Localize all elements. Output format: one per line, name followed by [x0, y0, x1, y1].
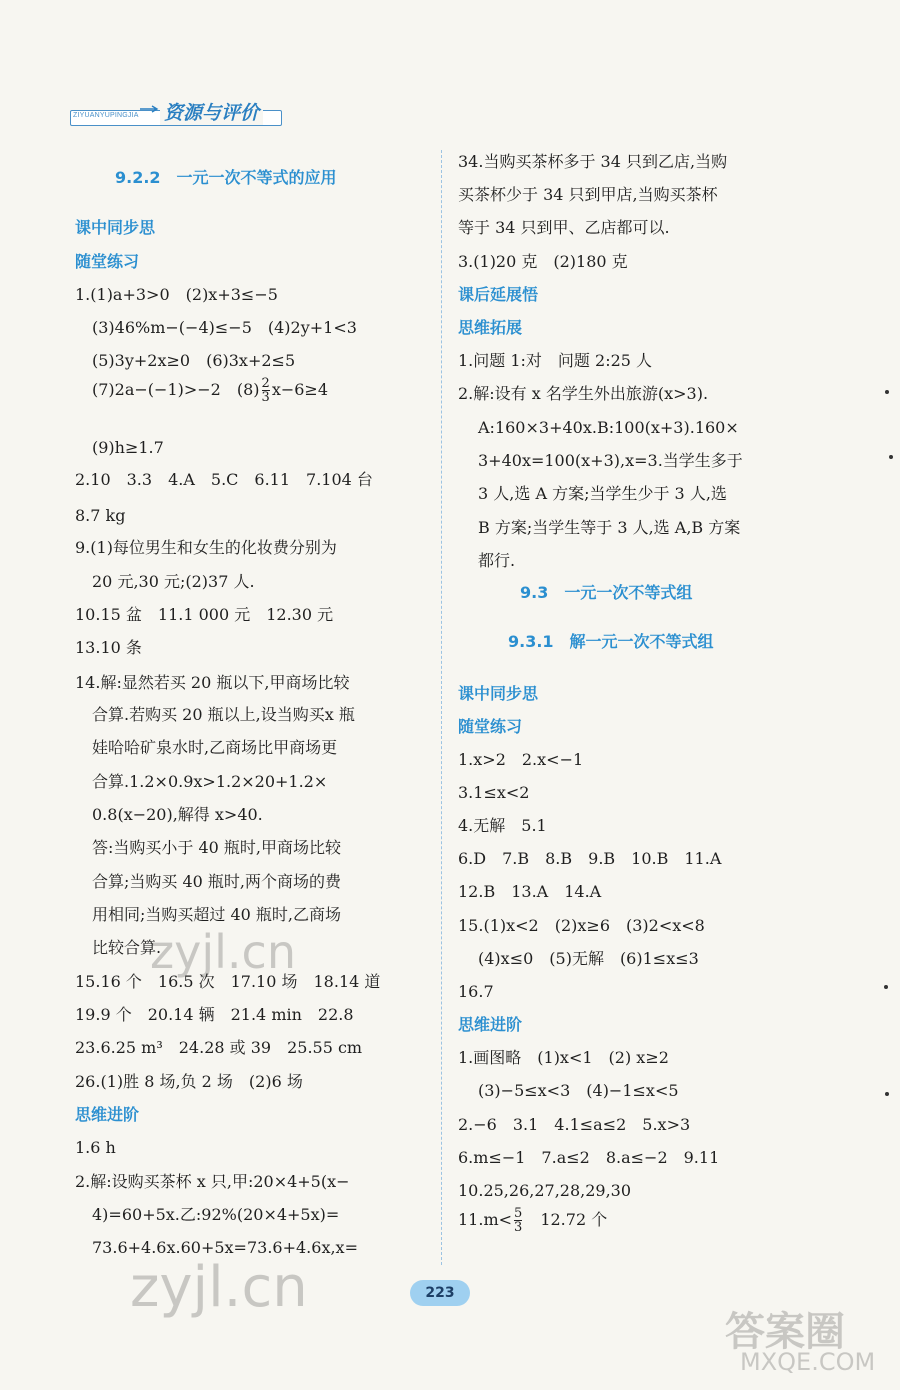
- speck: [889, 455, 893, 459]
- answer-line: 娃哈哈矿泉水时,乙商场比甲商场更: [92, 738, 338, 757]
- answer-line: 13.10 条: [75, 638, 142, 657]
- page-header: [70, 98, 285, 130]
- answer-line: 11.m< $\frac{5}{3}$ 12.72 个: [458, 1206, 608, 1235]
- answer-line: (9)h≥1.7: [92, 438, 164, 457]
- answer-line: 等于 34 只到甲、乙店都可以.: [458, 218, 670, 237]
- section-heading: 9.3 一元一次不等式组: [520, 583, 693, 602]
- answer-line: 19.9 个 20.14 辆 21.4 min 22.8: [75, 1005, 354, 1024]
- answer-line: 2.解:设有 x 名学生外出旅游(x>3).: [458, 384, 709, 403]
- answer-line: 20 元,30 元;(2)37 人.: [92, 572, 255, 591]
- answer-line: 34.当购买茶杯多于 34 只到乙店,当购: [458, 152, 728, 171]
- answer-line: 73.6+4.6x.60+5x=73.6+4.6x,x=: [92, 1238, 358, 1257]
- answer-line: 答:当购买小于 40 瓶时,甲商场比较: [92, 838, 342, 857]
- answer-line: 用相同;当购买超过 40 瓶时,乙商场: [92, 905, 342, 924]
- answer-line: 3 人,选 A 方案;当学生少于 3 人,选: [478, 484, 727, 503]
- answer-line: 4)=60+5x.乙:92%(20×4+5x)=: [92, 1205, 340, 1224]
- answer-line: 比较合算.: [92, 938, 162, 957]
- speck: [885, 390, 889, 394]
- answer-line: 2.解:设购买茶杯 x 只,甲:20×4+5(x−: [75, 1172, 350, 1191]
- fraction: $\frac{5}{3}$: [514, 1206, 523, 1235]
- answer-line: (7)2a−(−1)>−2 (8) $\frac{2}{3}$ x−6≥4: [92, 376, 329, 405]
- answer-line: 16.7: [458, 982, 494, 1001]
- answer-line: 12.B 13.A 14.A: [458, 882, 602, 901]
- page-number: 223: [410, 1280, 470, 1306]
- answer-line: 6.D 7.B 8.B 9.B 10.B 11.A: [458, 849, 722, 868]
- answer-line: 1.(1)a+3>0 (2)x+3≤−5: [75, 285, 278, 304]
- answer-line: (3)46%m−(−4)≤−5 (4)2y+1<3: [92, 318, 357, 337]
- answer-line: 15.(1)x<2 (2)x≥6 (3)2<x<8: [458, 916, 705, 935]
- subsection-title: 思维进阶: [75, 1105, 140, 1124]
- answer-line: 8.7 kg: [75, 506, 126, 525]
- answer-line: 1.画图略 (1)x<1 (2) x≥2: [458, 1048, 669, 1067]
- subsection-title: 课中同步思: [458, 684, 539, 703]
- watermark: zyjl.cn: [130, 1255, 308, 1320]
- subsection-title: 随堂练习: [75, 252, 140, 271]
- answer-line: A:160×3+40x.B:100(x+3).160×: [478, 418, 739, 437]
- subsection-title: 思维进阶: [458, 1015, 523, 1034]
- subsection-title: 课中同步思: [75, 218, 156, 237]
- answer-line: (4)x≤0 (5)无解 (6)1≤x≤3: [478, 949, 699, 968]
- answer-line: 3+40x=100(x+3),x=3.当学生多于: [478, 451, 743, 470]
- subsection-title: 随堂练习: [458, 717, 523, 736]
- column-divider: [441, 150, 442, 1265]
- subsection-title: 课后延展悟: [458, 285, 539, 304]
- answer-line: 23.6.25 m³ 24.28 或 39 25.55 cm: [75, 1038, 363, 1057]
- speck: [884, 985, 888, 989]
- watermark: zyjl.cn: [150, 925, 296, 979]
- subsection-title: 思维拓展: [458, 318, 523, 337]
- answer-line: 2.−6 3.1 4.1≤a≤2 5.x>3: [458, 1115, 691, 1134]
- answer-line: 15.16 个 16.5 次 17.10 场 18.14 道: [75, 972, 381, 991]
- answer-line: 14.解:显然若买 20 瓶以下,甲商场比较: [75, 673, 350, 692]
- answer-line: 9.(1)每位男生和女生的化妆费分别为: [75, 538, 337, 557]
- speck: [885, 1092, 889, 1096]
- answer-line: 3.(1)20 克 (2)180 克: [458, 252, 628, 271]
- answer-line: 合算.1.2×0.9x>1.2×20+1.2×: [92, 772, 328, 791]
- answer-line: 6.m≤−1 7.a≤2 8.a≤−2 9.11: [458, 1148, 720, 1167]
- answer-line: 10.25,26,27,28,29,30: [458, 1181, 632, 1200]
- answer-line: 合算.若购买 20 瓶以上,设当购买x 瓶: [92, 705, 355, 724]
- watermark: 答案圈: [725, 1309, 845, 1355]
- header-pinyin: ZIYUANYUPINGJIA: [73, 112, 139, 119]
- section-heading: 9.2.2 一元一次不等式的应用: [115, 168, 337, 187]
- answer-line: 买茶杯少于 34 只到甲店,当购买茶杯: [458, 185, 718, 204]
- answer-line: 0.8(x−20),解得 x>40.: [92, 805, 263, 824]
- answer-line: 1.问题 1:对 问题 2:25 人: [458, 351, 653, 370]
- answer-line: 2.10 3.3 4.A 5.C 6.11 7.104 台: [75, 470, 373, 489]
- answer-line: B 方案;当学生等于 3 人,选 A,B 方案: [478, 518, 741, 537]
- answer-line: 合算;当购买 40 瓶时,两个商场的费: [92, 872, 342, 891]
- answer-line: (5)3y+2x≥0 (6)3x+2≤5: [92, 351, 296, 370]
- answer-line: 都行.: [478, 551, 516, 570]
- answer-line: 10.15 盆 11.1 000 元 12.30 元: [75, 605, 334, 624]
- watermark: MXQE.COM: [740, 1348, 876, 1376]
- answer-line: 4.无解 5.1: [458, 816, 547, 835]
- fraction: $\frac{2}{3}$: [261, 376, 270, 405]
- answer-line: (3)−5≤x<3 (4)−1≤x<5: [478, 1081, 679, 1100]
- answer-line: 1.x>2 2.x<−1: [458, 750, 584, 769]
- answer-line: 26.(1)胜 8 场,负 2 场 (2)6 场: [75, 1072, 303, 1091]
- arrow-icon: [140, 105, 160, 113]
- header-title: 资源与评价: [160, 98, 263, 125]
- answer-line: 1.6 h: [75, 1138, 116, 1157]
- section-heading: 9.3.1 解一元一次不等式组: [508, 632, 714, 651]
- answer-line: 3.1≤x<2: [458, 783, 530, 802]
